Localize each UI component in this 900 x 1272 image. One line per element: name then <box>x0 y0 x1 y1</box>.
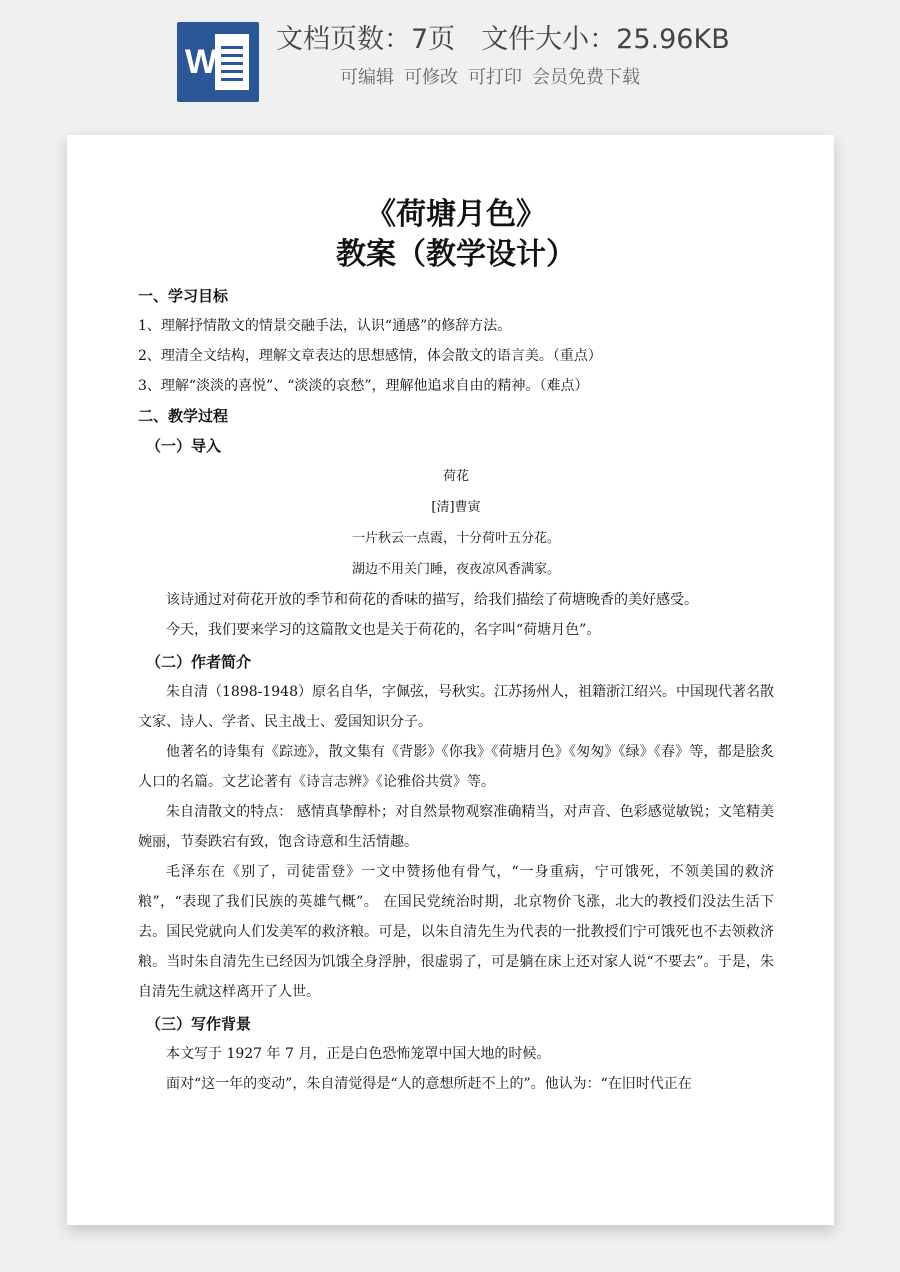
poem-line: 湖边不用关门睡，夜夜凉风香满家。 <box>351 562 560 577</box>
body-paragraph: 毛泽东在《别了，司徒雷登》一文中赞扬他有骨气，“一身重病，宁可饿死，不领美国的救济粮”，“表现了我们民族的英雄气概”。 在国民党统治时期，北京物价飞涨，北大的教授们没法生活下去。国民党就向人们发美军的救济粮。可是，以朱自清先生为代表的一批教授们宁可饿死也不去领救济粮。当时朱自清先生已经因为饥饿全身浮肿，很虚弱了，可是躺在床上还对家人说“不要去”。于是，朱自清先生就这样离开了人世。 <box>138 864 774 1000</box>
poem-author: [清]曹寅 <box>431 500 481 515</box>
body-paragraph: 朱自清（1898-1948）原名自华，字佩弦，号秋实。江苏扬州人，祖籍浙江绍兴。中国现代著名散文家、诗人、学者、民主战士、爱国知识分子。 <box>138 684 774 730</box>
word-icon-letter: W <box>185 43 218 81</box>
poem-line: 一片秋云一点霞，十分荷叶五分花。 <box>351 531 560 546</box>
feature-editable: 可编辑 <box>340 67 394 88</box>
objective-item: 1、理解抒情散文的情景交融手法，认识“通感”的修辞方法。 <box>138 318 512 334</box>
body-paragraph: 面对“这一年的变动”，朱自清觉得是“人的意想所赶不上的”。他认为：“在旧时代正在 <box>166 1076 692 1092</box>
document-info-header <box>0 0 900 120</box>
subsection-heading-author: （二）作者简介 <box>146 653 252 671</box>
section-heading-process: 二、教学过程 <box>138 407 229 425</box>
body-paragraph: 本文写于 1927 年 7 月，正是白色恐怖笼罩中国大地的时候。 <box>166 1046 551 1062</box>
feature-printable: 可打印 <box>468 67 522 88</box>
poem-title: 荷花 <box>442 469 469 484</box>
section-heading-objectives: 一、学习目标 <box>138 287 229 305</box>
subsection-heading-intro: （一）导入 <box>146 437 222 455</box>
body-paragraph: 该诗通过对荷花开放的季节和荷花的香味的描写，给我们描绘了荷塘晚香的美好感受。 <box>166 592 698 608</box>
file-size-label: 文件大小：25.96KB <box>481 24 730 55</box>
feature-modifiable: 可修改 <box>404 67 458 88</box>
body-paragraph: 朱自清散文的特点： 感情真挚醇朴；对自然景物观察准确精当，对声音、色彩感觉敏锐；文笔精美婉丽，节奏跌宕有致，饱含诗意和生活情趣。 <box>138 804 774 850</box>
subsection-heading-background: （三）写作背景 <box>146 1015 252 1033</box>
word-document-icon <box>177 22 259 102</box>
objective-item: 3、理解“淡淡的喜悦”、“淡淡的哀愁”，理解他追求自由的精神。（难点） <box>138 378 589 394</box>
body-paragraph: 今天，我们要来学习的这篇散文也是关于荷花的，名字叫“荷塘月色”。 <box>166 622 601 638</box>
document-meta <box>276 20 756 60</box>
page-count-label: 文档页数：7页 <box>276 24 456 55</box>
objective-item: 2、理清全文结构，理解文章表达的思想感情，体会散文的语言美。（重点） <box>138 348 602 364</box>
document-page <box>67 135 834 1225</box>
body-paragraph: 他著名的诗集有《踪迹》，散文集有《背影》《你我》《荷塘月色》《匆匆》《绿》《春》等，都是脍炙人口的名篇。文艺论著有《诗言志辨》《论雅俗共赏》等。 <box>138 744 774 790</box>
document-title-line2: 教案（教学设计） <box>336 237 576 272</box>
feature-member-download: 会员免费下载 <box>532 67 640 88</box>
document-body <box>138 195 774 1099</box>
feature-list <box>340 64 650 92</box>
document-title-line1: 《荷塘月色》 <box>366 197 546 232</box>
